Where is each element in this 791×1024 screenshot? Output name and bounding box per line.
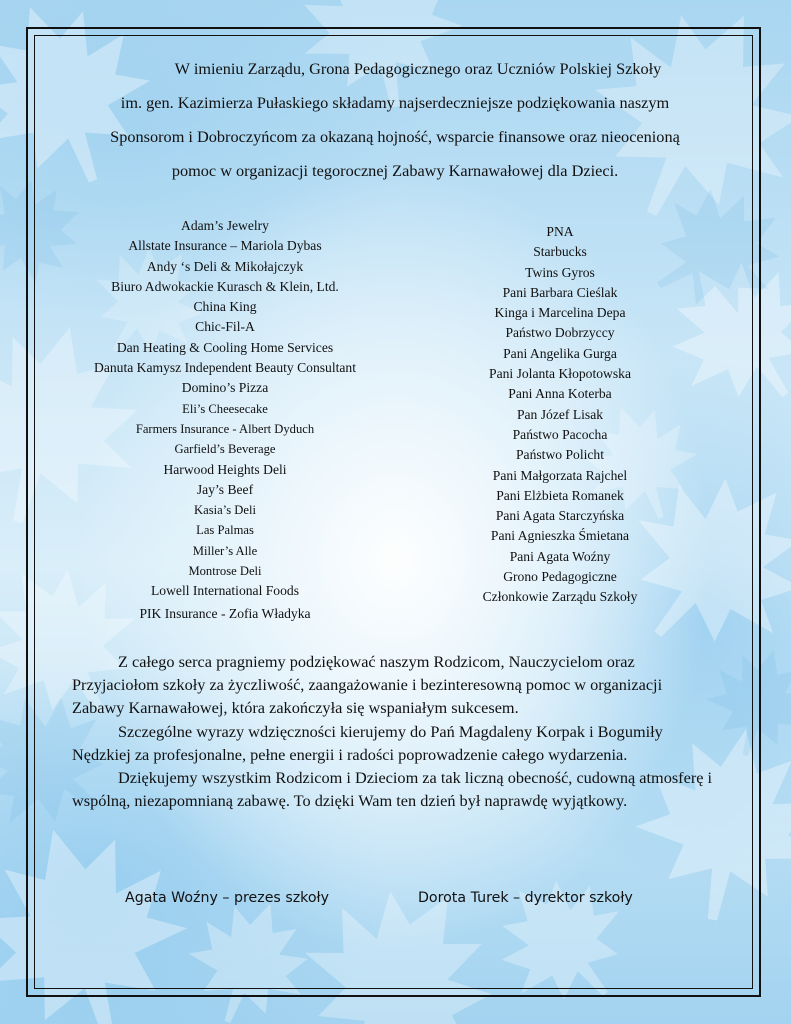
- sponsor-item: Kasia’s Deli: [194, 503, 256, 518]
- sponsor-item: Garfield’s Beverage: [174, 442, 276, 457]
- sponsor-item: Allstate Insurance – Mariola Dybas: [128, 238, 322, 254]
- signature-director: Dorota Turek – dyrektor szkoły: [418, 890, 633, 906]
- sponsor-item: Farmers Insurance - Albert Dyduch: [135, 421, 315, 436]
- sponsor-item: Eli’s Cheesecake: [182, 401, 268, 416]
- sponsor-list-right: [390, 222, 730, 608]
- sponsor-item: Pani Anna Koterba: [508, 386, 612, 402]
- sponsor-item: Danuta Kamysz Independent Beauty Consultant: [94, 360, 356, 376]
- sponsor-list-left: [40, 216, 410, 624]
- sponsor-item: Państwo Dobrzyccy: [505, 325, 615, 341]
- sponsor-item: Starbucks: [533, 244, 587, 260]
- sponsor-item: Andy ‘s Deli & Mikołajczyk: [146, 258, 304, 274]
- sponsor-item: PNA: [546, 224, 574, 239]
- sponsor-item: Domino’s Pizza: [181, 380, 269, 396]
- sponsor-item: Pani Angelika Gurga: [503, 345, 617, 361]
- sponsor-item: Lowell International Foods: [151, 583, 299, 599]
- sponsor-item: Miller’s Alle: [192, 543, 258, 558]
- sponsor-item: Pani Barbara Cieślak: [502, 284, 618, 300]
- sponsor-item: Pani Agata Starczyńska: [495, 508, 625, 524]
- intro-line: W imieniu Zarządu, Grona Pedagogicznego oraz Uczniów Polskiej Szkoły: [174, 59, 662, 78]
- sponsor-item: Pani Agnieszka Śmietana: [490, 528, 630, 544]
- intro-line: im. gen. Kazimierza Pułaskiego składamy najserdeczniejsze podziękowania naszym: [120, 93, 670, 112]
- signature-president: Agata Woźny – prezes szkoły: [125, 890, 329, 906]
- sponsor-item: Grono Pedagogiczne: [503, 569, 617, 585]
- sponsor-item: Pani Agata Woźny: [509, 548, 611, 564]
- sponsor-item: Pani Elżbieta Romanek: [496, 487, 624, 503]
- sponsor-item: Państwo Policht: [516, 447, 604, 463]
- sponsor-item: Las Palmas: [196, 523, 254, 538]
- sponsor-item: PIK Insurance - Zofia Władyka: [139, 605, 311, 621]
- paragraph: Szczególne wyrazy wdzięczności kierujemy do Pań Magdaleny Korpak i Bogumiły Nędzkiej za profesjonalne, pełne energii i radości poprowadzenie całego wydarzenia.: [72, 721, 663, 764]
- sponsor-item: Biuro Adwokackie Kurasch & Klein, Ltd.: [111, 278, 339, 294]
- thanks-body: [72, 650, 717, 812]
- paragraph: Z całego serca pragniemy podziękować naszym Rodzicom, Nauczycielom oraz Przyjaciołom szkoły za życzliwość, zaangażowanie i bezinteresowną pomoc w organizacji Zabawy Karnawałowej, która zakończyła się wspaniałym sukcesem.: [72, 652, 663, 718]
- sponsor-item: China King: [193, 299, 257, 315]
- sponsor-item: Członkowie Zarządu Szkoły: [482, 589, 638, 605]
- intro-line: pomoc w organizacji tegorocznej Zabawy Karnawałowej dla Dzieci.: [171, 161, 619, 180]
- sponsor-item: Adam’s Jewelry: [181, 218, 269, 233]
- intro-paragraph: [60, 52, 730, 188]
- sponsor-item: Dan Heating & Cooling Home Services: [116, 339, 334, 355]
- sponsor-item: Pani Małgorzata Rajchel: [492, 467, 628, 483]
- sponsor-item: Chic-Fil-A: [195, 319, 255, 335]
- sponsor-item: Jay’s Beef: [196, 481, 254, 497]
- sponsor-item: Pani Jolanta Kłopotowska: [489, 366, 631, 382]
- sponsor-item: Twins Gyros: [525, 264, 595, 280]
- sponsor-item: Montrose Deli: [188, 564, 262, 579]
- sponsor-item: Harwood Heights Deli: [163, 461, 287, 477]
- sponsor-item: Pan Józef Lisak: [516, 406, 604, 422]
- sponsor-item: Państwo Pacocha: [512, 426, 608, 442]
- intro-line: Sponsorom i Dobroczyńcom za okazaną hojność, wsparcie finansowe oraz nieocenioną: [110, 127, 680, 146]
- paragraph: Dziękujemy wszystkim Rodzicom i Dzieciom za tak liczną obecność, cudowną atmosferę i wspólną, niezapomnianą zabawę. To dzięki Wam ten dzień był naprawdę wyjątkowy.: [72, 768, 713, 811]
- sponsor-item: Kinga i Marcelina Depa: [494, 305, 626, 321]
